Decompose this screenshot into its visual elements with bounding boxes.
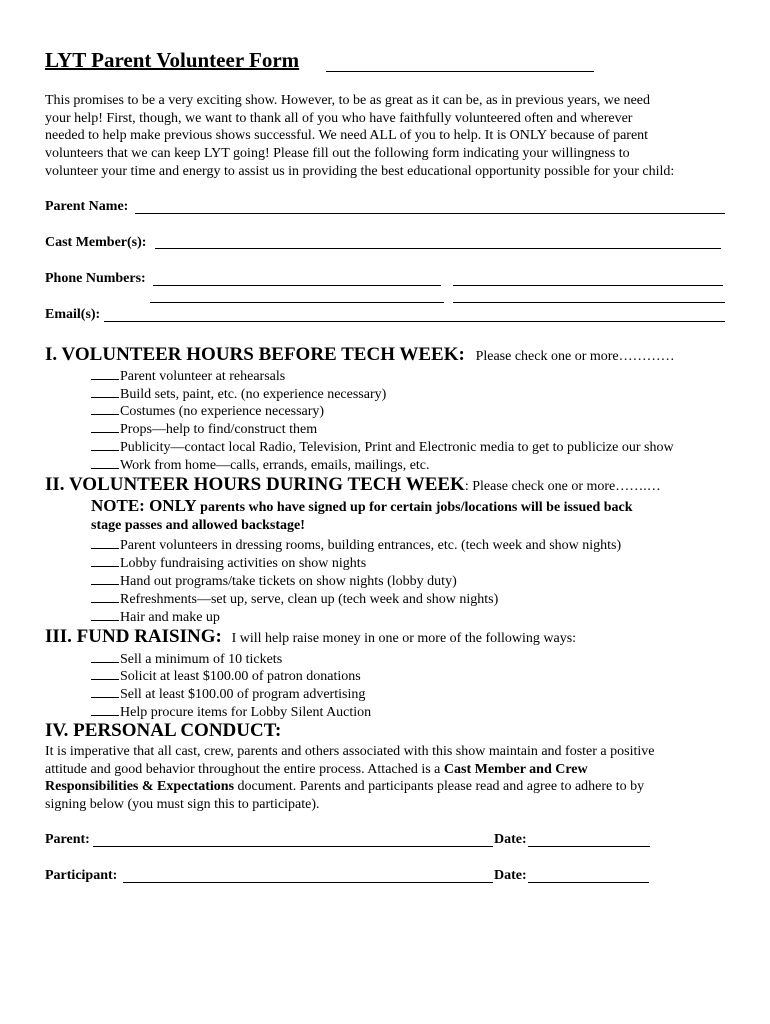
checklist-item[interactable]: Costumes (no experience necessary) [91,402,324,420]
form-title: LYT Parent Volunteer Form [45,48,300,72]
participant-date-label: Date: [494,868,527,883]
checkbox-blank[interactable] [91,685,119,698]
checkbox-blank[interactable] [91,456,119,469]
intro-line: volunteers that we can keep LYT going! Please fill out the following form indicating your willingness to [45,146,630,162]
checkbox-blank[interactable] [91,703,119,716]
emails-line[interactable] [104,321,725,322]
phone-line-4[interactable] [453,302,725,303]
conduct-line: Responsibilities & Expectations document. Parents and participants please read and agree to adhere to by [45,779,645,794]
emails-label: Email(s): [45,307,101,322]
section-3-heading: III. FUND RAISING: I will help raise money in one or more of the following ways: [45,626,577,647]
parent-signature-label: Parent: [45,832,90,847]
parent-name-label: Parent Name: [45,199,129,214]
conduct-line: It is imperative that all cast, crew, parents and others associated with this show maintain and foster a positive [45,744,655,759]
section-2-notice-line-2: stage passes and allowed backstage! [91,518,305,533]
checklist-item[interactable]: Sell at least $100.00 of program advertising [91,685,365,703]
checklist-item[interactable]: Help procure items for Lobby Silent Auction [91,703,371,721]
parent-signature-line[interactable] [93,846,493,847]
parent-date-label: Date: [494,832,527,847]
intro-line: your help! First, though, we want to thank all of you who have faithfully volunteered often and wherever [45,110,633,126]
parent-name-line[interactable] [135,213,725,214]
checkbox-blank[interactable] [91,667,119,680]
checklist-item[interactable]: Solicit at least $100.00 of patron donations [91,667,361,685]
intro-paragraph [45,92,674,181]
section-2-heading: II. VOLUNTEER HOURS DURING TECH WEEK: Please check one or more…….… [45,474,661,495]
checkbox-blank[interactable] [91,385,119,398]
checkbox-blank[interactable] [91,590,119,603]
checkbox-blank[interactable] [91,608,119,621]
phone-line-1[interactable] [153,285,441,286]
checkbox-blank[interactable] [91,367,119,380]
section-3-note: I will help raise money in one or more of the following ways: [231,631,577,646]
checklist-item[interactable]: Publicity—contact local Radio, Television, Print and Electronic media to get to publicize our show [91,438,674,456]
intro-line: volunteer your time and energy to assist us in providing the best educational opportunity possible for your child: [45,163,675,179]
checklist-item[interactable]: Work from home—calls, errands, emails, mailings, etc. [91,456,430,474]
cast-members-line[interactable] [155,248,721,249]
phone-line-3[interactable] [150,302,444,303]
checkbox-blank[interactable] [91,536,119,549]
checklist-item[interactable]: Parent volunteers in dressing rooms, building entrances, etc. (tech week and show nights) [91,536,621,554]
conduct-line: attitude and good behavior throughout the entire process. Attached is a Cast Member and Crew [45,762,588,777]
phone-line-2[interactable] [453,285,723,286]
title-underline [326,71,594,72]
checkbox-blank[interactable] [91,438,119,451]
section-2-notice-line-1: NOTE: ONLY parents who have signed up for certain jobs/locations will be issued back [91,496,633,515]
checklist-item[interactable]: Lobby fundraising activities on show nights [91,554,366,572]
section-1-heading: I. VOLUNTEER HOURS BEFORE TECH WEEK: Please check one or more………… [45,344,675,365]
participant-signature-line[interactable] [123,882,493,883]
checkbox-blank[interactable] [91,554,119,567]
checklist-item[interactable]: Refreshments—set up, serve, clean up (tech week and show nights) [91,590,498,608]
participant-date-line[interactable] [528,882,649,883]
section-4-heading: IV. PERSONAL CONDUCT: [45,720,282,741]
checklist-item[interactable]: Hair and make up [91,608,220,626]
participant-signature-label: Participant: [45,868,118,883]
checklist-item[interactable]: Parent volunteer at rehearsals [91,367,285,385]
checkbox-blank[interactable] [91,572,119,585]
cast-members-label: Cast Member(s): [45,235,147,250]
parent-date-line[interactable] [528,846,650,847]
checklist-item[interactable]: Sell a minimum of 10 tickets [91,650,282,668]
section-2-note: : Please check one or more…….… [464,479,661,494]
phone-numbers-label: Phone Numbers: [45,271,146,286]
checkbox-blank[interactable] [91,402,119,415]
checklist-item[interactable]: Props—help to find/construct them [91,420,317,438]
intro-line: This promises to be a very exciting show. However, to be as great as it can be, as in previous years, we need [45,93,651,108]
checkbox-blank[interactable] [91,650,119,663]
checklist-item[interactable]: Hand out programs/take tickets on show nights (lobby duty) [91,572,457,590]
section-1-note: Please check one or more………… [475,349,675,364]
checklist-item[interactable]: Build sets, paint, etc. (no experience necessary) [91,385,386,403]
checkbox-blank[interactable] [91,420,119,433]
intro-line: needed to help make previous shows successful. We need ALL of you to help. It is ONLY because of parent [45,128,649,144]
conduct-line: signing below (you must sign this to participate). [45,797,320,812]
